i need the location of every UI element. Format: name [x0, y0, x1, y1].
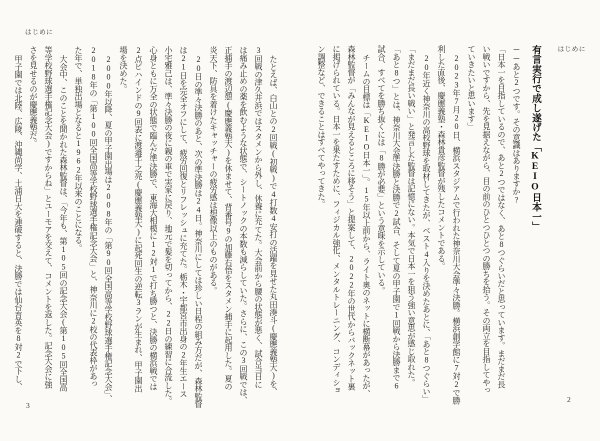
body-line: ン調整など、できることはすべてやってきた。 — [317, 45, 326, 208]
body-line: 20日の準々決勝のあと、次の準決勝は24日。神奈川にしては珍しい日程の組み方だが、森林監督 — [194, 55, 203, 408]
page-left-body — [11, 46, 281, 408]
body-line: さを見せるのが慶應義塾だ。 — [29, 46, 38, 147]
body-line: 小宅雅己は、準々決勝の夜に親の車で実家に戻り、地元で髪を切ってから、22日の練習に合流した。 — [164, 46, 173, 405]
body-line: ていきたいと思います」 — [467, 45, 476, 131]
body-line: 2000年以降、夏の甲子園出場は2008年の「第90回全国高等学校野球選手権記念大会」、 — [104, 55, 113, 402]
body-line: 正捕手の渡辺憩(慶應義塾大)を休ませて、背番号9の加藤右悟をスタメン捕手に起用した。夏の — [224, 46, 233, 390]
page-number-left: 3 — [26, 401, 30, 410]
body-line: に掲げられている。日本一を果たすために、フィジカル強化、メンタルトレーニング、コンディショ — [332, 45, 341, 394]
body-line: 心身ともに万全の状態で臨んだ準決勝で、東海大相模に12対1で打ち勝つと、決勝の横浜戦では — [149, 46, 158, 390]
body-line: 炎天下、防具を着けたキャッチャーの疲労感は想像以上のものがある。 — [209, 46, 218, 294]
body-line: たとえば、白山との2回戦(初戦)で4打数4安打の活躍を見せた丸田湊斗(慶應義塾大)を、 — [269, 55, 278, 396]
page-right-body — [314, 45, 546, 404]
body-line: は21日を完全オフにして、疲労回復とリフレッシュに充てた。栃木・宇都宮市出身の2年生エース — [179, 46, 188, 398]
running-head-left: はじめに — [25, 29, 54, 36]
body-line: は痛み止めの薬を飲むような状態で、シートノックの本数も減らしていた。さらに、この3回戦では、 — [239, 46, 248, 404]
body-line: 利した直後、慶應義塾・森林貴彦監督が残したコメントである。 — [437, 45, 446, 270]
body-line: 3回戦の津久井浜ではスタメンから外し、休養に充てた。大会前から腰の状態が悪く、試合当日に — [254, 46, 263, 388]
body-line: 「日本一を目指しているので、あと2つではなく、あと8つぐらいだと思っています。まだまだ長 — [497, 45, 506, 388]
body-line: 2018年の「第100回全国高等学校野球選手権記念大会」と、神奈川に2校の代表枠があっ — [89, 46, 98, 388]
body-line: 試合、すべてを勝ち抜くには「8勝が必要」という意味を示している。 — [377, 45, 386, 294]
body-line: チームの目標は「KEIO日本一」。15年以上前から、ライト奥のネットに横断幕があったが、 — [362, 54, 371, 397]
body-line: 場を決めた。 — [119, 46, 128, 93]
body-line: 大会中、このことを聞かれた森林監督は、「今年も、第105回の記念大会(第105回全国高 — [59, 55, 68, 392]
page-number-right: 2 — [567, 395, 571, 404]
body-line: 2023年7月20日、横浜スタジアムで行われた神奈川大会準々決勝。横浜創学館に7対2で勝 — [452, 54, 461, 404]
body-line: 甲子園では北陸、広陵、沖縄尚学、土浦日大を連破すると、決勝では仙台育英を8対2で下し、 — [14, 55, 23, 391]
body-line: 「まだまだ長い戦い」と発言した監督は記憶にない。本気で日本一を狙う強い意思が感じ取れた。 — [407, 45, 416, 386]
body-line: 等学校野球選手権記念大会)ですからね」とユーモアを交えて、コメントを返した。記念大会に強 — [44, 46, 53, 388]
body-line: 「あと8つ」とは、神奈川大会準決勝と決勝で2試合、そして夏の甲子園で1回戦から決勝まで6 — [392, 45, 401, 390]
body-line: 2点ビハインドの9回表に渡邉千之亮(慶應義塾大)に起死回生の逆転3ランが生まれ、甲子園出 — [134, 46, 143, 392]
body-line: 森林監督が「みんなが見えるところに移そう」と提案して、2022年の世代からバックネット裏 — [347, 45, 356, 390]
body-line: 20年近く神奈川の高校野球を取材してきたが、ベスト4入りを決めたあとに、「あと8つぐらい」 — [422, 54, 431, 403]
body-line: い戦いですから、先を見据えながら、目の前のひとつひとつの勝ちを拾う。その両立を目指してやっ — [482, 45, 491, 394]
body-line: た年で、単独出場となると1962年以来のことになる。 — [74, 46, 83, 252]
body-line: ──あと2つです。その意識はありますか? — [512, 45, 521, 204]
section-title: 有言実行で成し遂げた「KEIO日本一」 — [530, 45, 540, 232]
running-head-right: はじめに — [557, 46, 586, 53]
